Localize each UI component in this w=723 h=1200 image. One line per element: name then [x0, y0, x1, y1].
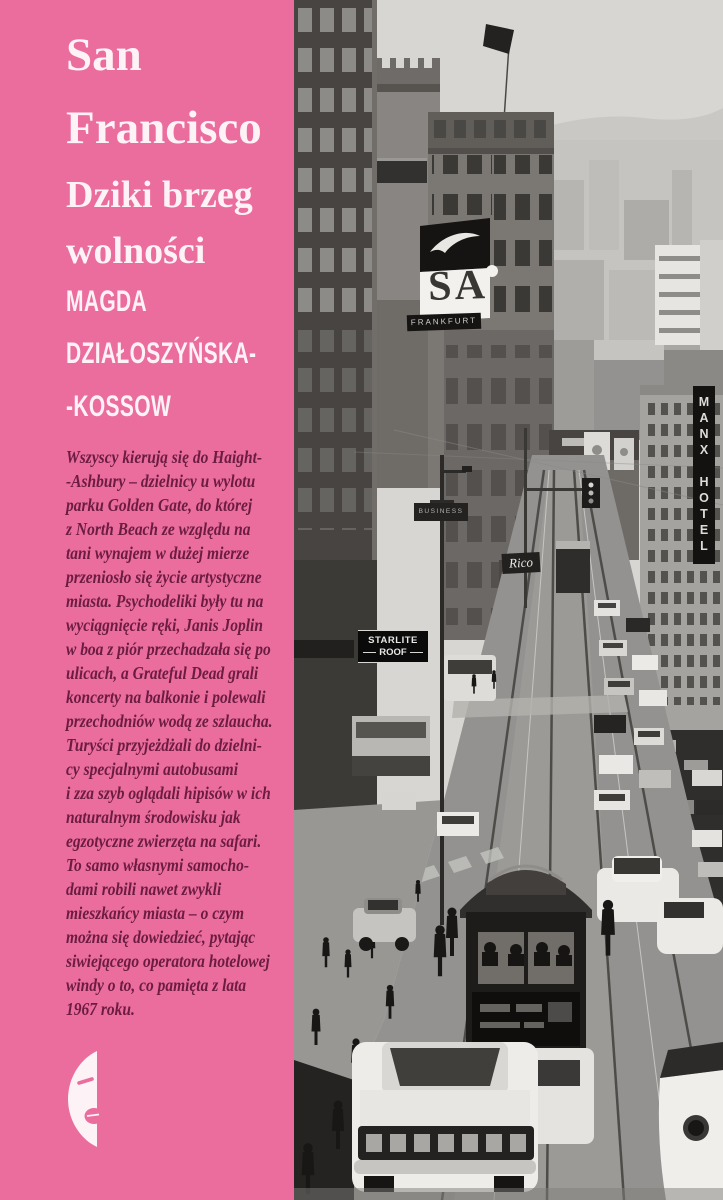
lufthansa-billboard-text: SA: [427, 261, 489, 311]
blurb-line: Turyści przyjeżdżali do dzielni-: [66, 735, 262, 755]
blurb-line: koncerty na balkonie i polewali: [66, 687, 266, 707]
blurb: [66, 445, 272, 1021]
subtitle-line-1: Dziki brzeg: [66, 174, 253, 216]
blurb-line: siwiejącego operatora hotelowej: [66, 951, 270, 971]
blurb-line: tani wynajem w dużej mierze: [66, 543, 250, 563]
frankfurt-sign: FRANKFURT: [407, 313, 482, 332]
blurb-line: można się dowiedzieć, pytając: [66, 927, 256, 947]
blurb-line: i zza szyb oglądali hipisów w ich: [66, 783, 271, 803]
blurb-line: 1967 roku.: [66, 999, 135, 1019]
cover-panel: [0, 0, 294, 1200]
rico-sign: Rico: [502, 552, 541, 574]
subtitle-line-2: wolności: [66, 230, 206, 272]
business-sign: BUSINESS: [414, 503, 468, 521]
blurb-line: -Ashbury – dzielnicy u wylotu: [66, 471, 256, 491]
starlite-line1: STARLITE: [368, 635, 418, 646]
publisher-logo: [66, 1050, 100, 1148]
blurb-line: windy o to, co pamięta z lata: [66, 975, 247, 995]
blurb-line: wyciągnięcie ręki, Janis Joplin: [66, 615, 263, 635]
blurb-line: egzotyczne zwierzęta na safari.: [66, 831, 262, 851]
blurb-line: To samo własnymi samocho-: [66, 855, 250, 875]
blurb-line: cy specjalnymi autobusami: [66, 759, 238, 779]
blurb-line: dami robili nawet zwykli: [66, 879, 222, 899]
blurb-line: przeniosło się życie artystyczne: [66, 567, 262, 587]
half-face-logo-icon: [66, 1050, 100, 1148]
manx-hotel-sign: MANX HOTEL: [693, 386, 715, 564]
blurb-line: mieszkańcy miasta – o czym: [66, 903, 245, 923]
blurb-line: przechodniów wodą ze szlaucha.: [66, 711, 273, 731]
blurb-line: parku Golden Gate, do której: [66, 495, 253, 515]
starlite-line2: ROOF: [379, 647, 407, 658]
street-photo: [294, 0, 723, 1200]
blurb-line: z North Beach ze względu na: [66, 519, 251, 539]
blurb-line: naturalnym środowisku jak: [66, 807, 241, 827]
street-scene-illustration: [294, 0, 723, 1200]
author-line-2: DZIAŁOSZYŃSKA-: [66, 337, 257, 370]
blurb-line: miasta. Psychodeliki były tu na: [66, 591, 264, 611]
author-line-3: -KOSSOW: [66, 390, 172, 423]
starlite-roof-sign: [358, 630, 428, 663]
blurb-line: w boa z piór przechadzała się po: [66, 639, 271, 659]
blurb-line: Wszyscy kierują się do Haight-: [66, 447, 263, 467]
title-line-2: Francisco: [66, 102, 262, 154]
author-line-1: MAGDA: [66, 285, 148, 318]
blurb-line: ulicach, a Grateful Dead grali: [66, 663, 259, 683]
title-line-1: San: [66, 29, 142, 81]
